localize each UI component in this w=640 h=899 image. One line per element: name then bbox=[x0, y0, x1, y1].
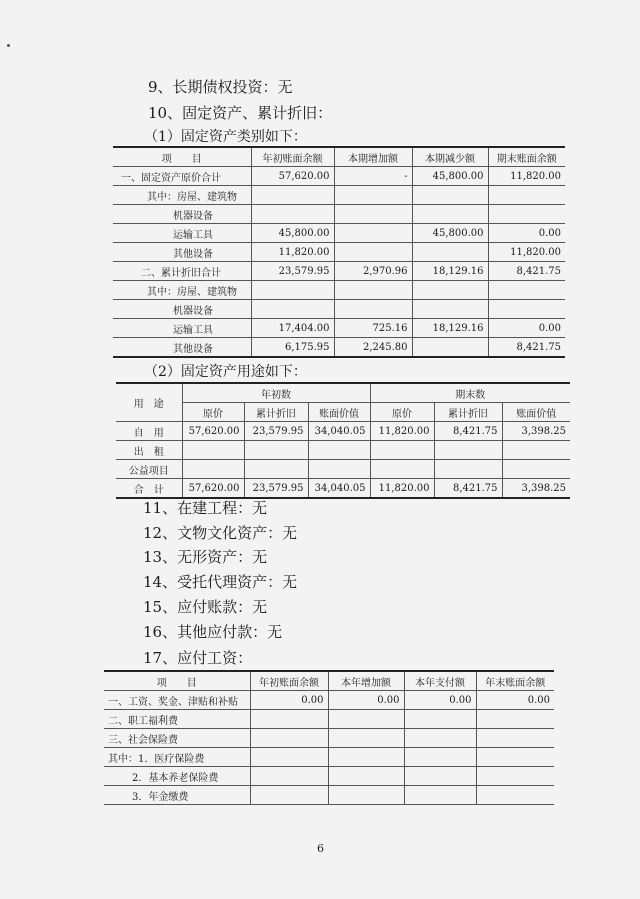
row-label: 三、社会保险费 bbox=[104, 729, 250, 748]
cell bbox=[334, 243, 412, 262]
cell bbox=[476, 748, 554, 767]
item-16-line: 16、其他应付款：无 bbox=[143, 623, 283, 641]
cell bbox=[250, 748, 328, 767]
table-row bbox=[104, 691, 554, 710]
table-row bbox=[116, 460, 570, 479]
cell: 0.00 bbox=[404, 691, 476, 710]
cell: 0.00 bbox=[328, 691, 404, 710]
row-label: 其中：房屋、建筑物 bbox=[113, 281, 251, 300]
cell bbox=[250, 710, 328, 729]
cell bbox=[488, 300, 565, 319]
table-row bbox=[113, 205, 565, 224]
row-label: 二、累计折旧合计 bbox=[113, 262, 251, 281]
cell: 18,129.16 bbox=[412, 262, 488, 281]
table-row bbox=[104, 748, 554, 767]
table-row bbox=[113, 262, 565, 281]
table-row bbox=[116, 441, 570, 460]
cell bbox=[308, 441, 370, 460]
col-header: 本期减少额 bbox=[412, 147, 488, 167]
table-row bbox=[116, 479, 570, 499]
cell bbox=[328, 786, 404, 805]
cell bbox=[328, 767, 404, 786]
row-label: 3．年金缴费 bbox=[104, 786, 250, 805]
col-header: 本年增加额 bbox=[328, 671, 404, 691]
cell: 8,421.75 bbox=[434, 479, 502, 499]
cell: 11,820.00 bbox=[370, 422, 434, 441]
col-header: 本期增加额 bbox=[334, 147, 412, 167]
row-label: 一、工资、奖金、津贴和补贴 bbox=[104, 691, 250, 710]
cell bbox=[182, 441, 244, 460]
cell bbox=[328, 748, 404, 767]
cell bbox=[412, 300, 488, 319]
table-row bbox=[113, 338, 565, 358]
row-label: 运输工具 bbox=[113, 224, 251, 243]
cell: 8,421.75 bbox=[488, 338, 565, 358]
cell: 57,620.00 bbox=[251, 167, 334, 186]
cell: 57,620.00 bbox=[182, 422, 244, 441]
row-label: 合 计 bbox=[116, 479, 182, 499]
cell bbox=[412, 205, 488, 224]
row-label: 运输工具 bbox=[113, 319, 251, 338]
cell bbox=[404, 729, 476, 748]
fixed-asset-category-table bbox=[113, 146, 565, 358]
col-subheader: 原价 bbox=[370, 403, 434, 422]
cell bbox=[370, 441, 434, 460]
cell bbox=[502, 441, 570, 460]
cell: 45,800.00 bbox=[412, 224, 488, 243]
cell bbox=[488, 186, 565, 205]
item-11-line: 11、在建工程：无 bbox=[143, 499, 268, 517]
cell bbox=[488, 205, 565, 224]
row-label: 机器设备 bbox=[113, 300, 251, 319]
cell bbox=[251, 186, 334, 205]
cell: 34,040.05 bbox=[308, 422, 370, 441]
cell: 0.00 bbox=[476, 691, 554, 710]
col-subheader: 原价 bbox=[182, 403, 244, 422]
cell bbox=[412, 243, 488, 262]
cell: 8,421.75 bbox=[434, 422, 502, 441]
sub-2-heading: （2）固定资产用途如下： bbox=[144, 364, 307, 380]
table-header-row bbox=[104, 671, 554, 691]
table-row bbox=[113, 186, 565, 205]
cell bbox=[476, 767, 554, 786]
table-row bbox=[113, 319, 565, 338]
col-subheader: 账面价值 bbox=[502, 403, 570, 422]
payable-wages-table bbox=[104, 670, 554, 805]
cell bbox=[412, 281, 488, 300]
col-header: 项 目 bbox=[113, 147, 251, 167]
row-label: 其他设备 bbox=[113, 243, 251, 262]
cell: 3,398.25 bbox=[502, 422, 570, 441]
cell: 3,398.25 bbox=[502, 479, 570, 499]
cell bbox=[404, 786, 476, 805]
item-14-line: 14、受托代理资产：无 bbox=[143, 573, 298, 591]
table-row bbox=[104, 767, 554, 786]
item-13-line: 13、无形资产：无 bbox=[143, 548, 268, 566]
cell bbox=[434, 460, 502, 479]
item-17-line: 17、应付工资： bbox=[143, 649, 253, 667]
col-header: 期末账面余额 bbox=[488, 147, 565, 167]
cell bbox=[404, 710, 476, 729]
cell: 11,820.00 bbox=[488, 243, 565, 262]
cell bbox=[250, 786, 328, 805]
cell bbox=[404, 767, 476, 786]
table-row bbox=[113, 300, 565, 319]
cell: 23,579.95 bbox=[244, 479, 308, 499]
col-header: 年末账面余额 bbox=[476, 671, 554, 691]
fixed-asset-usage-table bbox=[116, 382, 570, 499]
cell bbox=[476, 786, 554, 805]
cell bbox=[334, 186, 412, 205]
col-subheader: 累计折旧 bbox=[244, 403, 308, 422]
cell: 34,040.05 bbox=[308, 479, 370, 499]
col-subheader: 账面价值 bbox=[308, 403, 370, 422]
cell bbox=[334, 224, 412, 243]
row-label: 其中：房屋、建筑物 bbox=[113, 186, 251, 205]
cell: 57,620.00 bbox=[182, 479, 244, 499]
cell bbox=[328, 729, 404, 748]
cell bbox=[502, 460, 570, 479]
cell: 11,820.00 bbox=[370, 479, 434, 499]
cell: 17,404.00 bbox=[251, 319, 334, 338]
cell bbox=[244, 460, 308, 479]
cell bbox=[434, 441, 502, 460]
cell: 0.00 bbox=[488, 319, 565, 338]
cell bbox=[250, 767, 328, 786]
col-header: 年初账面余额 bbox=[251, 147, 334, 167]
cell: - bbox=[334, 167, 412, 186]
cell bbox=[328, 710, 404, 729]
cell bbox=[412, 338, 488, 358]
item-9-line: 9、长期债权投资：无 bbox=[148, 78, 293, 96]
cell bbox=[250, 729, 328, 748]
cell: 0.00 bbox=[488, 224, 565, 243]
col-header: 年初账面余额 bbox=[250, 671, 328, 691]
col-header: 用 途 bbox=[116, 383, 182, 422]
cell bbox=[404, 748, 476, 767]
table-row bbox=[113, 243, 565, 262]
cell: 2,245.80 bbox=[334, 338, 412, 358]
cell bbox=[412, 186, 488, 205]
row-label: 机器设备 bbox=[113, 205, 251, 224]
col-header: 项 目 bbox=[104, 671, 250, 691]
col-subheader: 累计折旧 bbox=[434, 403, 502, 422]
cell bbox=[308, 460, 370, 479]
cell bbox=[251, 281, 334, 300]
row-label: 公益项目 bbox=[116, 460, 182, 479]
cell bbox=[182, 460, 244, 479]
row-label: 自 用 bbox=[116, 422, 182, 441]
cell: 45,800.00 bbox=[412, 167, 488, 186]
row-label: 出 租 bbox=[116, 441, 182, 460]
scan-speck bbox=[7, 44, 10, 47]
cell bbox=[251, 300, 334, 319]
table-row bbox=[104, 729, 554, 748]
table-header-row bbox=[113, 147, 565, 167]
row-label: 其中：1．医疗保险费 bbox=[104, 748, 250, 767]
sub-1-heading: （1）固定资产类别如下： bbox=[144, 129, 307, 145]
cell bbox=[251, 205, 334, 224]
col-header: 期末数 bbox=[370, 383, 570, 403]
cell: 2,970.96 bbox=[334, 262, 412, 281]
table-subheader-row bbox=[116, 403, 570, 422]
cell bbox=[476, 710, 554, 729]
cell bbox=[488, 281, 565, 300]
cell bbox=[476, 729, 554, 748]
row-label: 其他设备 bbox=[113, 338, 251, 358]
item-15-line: 15、应付账款：无 bbox=[143, 598, 268, 616]
table-row bbox=[113, 224, 565, 243]
table-header-row bbox=[116, 383, 570, 403]
cell bbox=[370, 460, 434, 479]
cell: 23,579.95 bbox=[251, 262, 334, 281]
row-label: 二、职工福利费 bbox=[104, 710, 250, 729]
page-number: 6 bbox=[317, 842, 324, 855]
table-row bbox=[104, 786, 554, 805]
cell: 11,820.00 bbox=[251, 243, 334, 262]
cell: 725.16 bbox=[334, 319, 412, 338]
cell: 11,820.00 bbox=[488, 167, 565, 186]
cell bbox=[334, 281, 412, 300]
cell bbox=[334, 300, 412, 319]
cell: 45,800.00 bbox=[251, 224, 334, 243]
cell bbox=[244, 441, 308, 460]
cell bbox=[334, 205, 412, 224]
item-10-line: 10、固定资产、累计折旧： bbox=[148, 104, 333, 122]
cell: 23,579.95 bbox=[244, 422, 308, 441]
table-row bbox=[113, 281, 565, 300]
cell: 0.00 bbox=[250, 691, 328, 710]
col-header: 本年支付额 bbox=[404, 671, 476, 691]
cell: 6,175.95 bbox=[251, 338, 334, 358]
item-12-line: 12、文物文化资产：无 bbox=[143, 524, 298, 542]
col-header: 年初数 bbox=[182, 383, 370, 403]
table-row bbox=[116, 422, 570, 441]
cell: 8,421.75 bbox=[488, 262, 565, 281]
row-label: 一、固定资产原价合计 bbox=[113, 167, 251, 186]
cell: 18,129.16 bbox=[412, 319, 488, 338]
table-row bbox=[104, 710, 554, 729]
row-label: 2．基本养老保险费 bbox=[104, 767, 250, 786]
table-row bbox=[113, 167, 565, 186]
